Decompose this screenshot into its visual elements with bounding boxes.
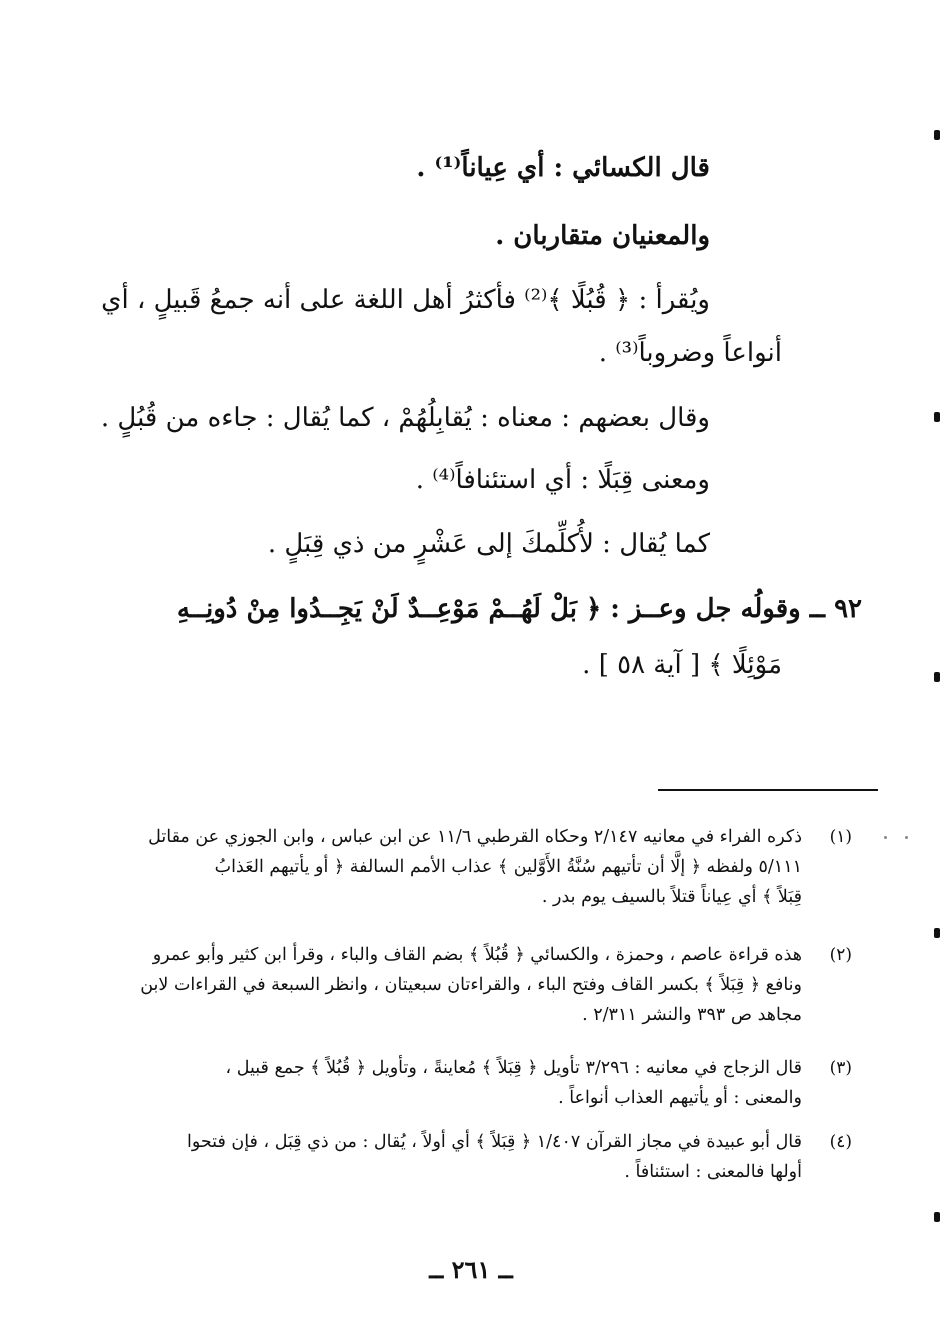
- footnote-separator: [658, 789, 878, 791]
- footnote-body: [110, 822, 802, 912]
- scan-speck: [884, 836, 887, 839]
- footnote-2: [110, 940, 852, 1030]
- footnote-3: [110, 1053, 852, 1113]
- main-line-6: ومعنى قِبَلًا : أي استئنافاً⁽⁴⁾ .: [415, 465, 710, 495]
- main-line-1: قال الكسائي : أي عِياناً⁽¹⁾ .: [416, 153, 710, 183]
- footnote-line: قِبَلاً ﴾ أي عِياناً قتلاً بالسيف يوم بدر .: [541, 887, 802, 907]
- footnote-body: [110, 1127, 802, 1187]
- footnote-body: [110, 940, 802, 1030]
- main-line-4: أنواعاً وضروباً⁽³⁾ .: [598, 338, 782, 368]
- footnote-line: ذكره الفراء في معانيه ٢/١٤٧ وحكاه القرطبي ١١/٦ عن ابن عباس ، وابن الجوزي عن مقاتل: [148, 827, 802, 847]
- footnote-4: [110, 1127, 852, 1187]
- scan-mark: [934, 928, 940, 938]
- main-line-3: ويُقرأ : ﴿ قُبُلًا ﴾⁽²⁾ فأكثرُ أهل اللغة على أنه جمعُ قَبيلٍ ، أي: [101, 285, 710, 315]
- footnote-line: قال أبو عبيدة في مجاز القرآن ١/٤٠٧ ﴿ قِبَلاً ﴾ أي أولاً ، يُقال : من ذي قِبَل ، فإن فتحوا: [186, 1132, 802, 1152]
- page-number: ــ ٢٦١ ــ: [429, 1255, 513, 1284]
- scan-mark: [934, 672, 940, 682]
- footnote-body: [110, 1053, 802, 1113]
- footnote-line: ونافع ﴿ قِبَلاً ﴾ بكسر القاف وفتح الباء ، والقراءتان سبعيتان ، وانظر السبعة في القراءات لابن: [140, 975, 802, 995]
- footnote-line: قال الزجاج في معانيه : ٣/٢٩٦ تأويل ﴿ قِبَلاً ﴾ مُعاينةً ، وتأويل ﴿ قُبُلاً ﴾ جمع قبيل ،: [225, 1058, 802, 1078]
- main-line-2: والمعنيان متقاربان .: [495, 221, 710, 251]
- footnote-line: أولها فالمعنى : استئنافاً .: [624, 1162, 802, 1182]
- footnote-line: مجاهد ص ٣٩٣ والنشر ٢/٣١١ .: [582, 1005, 802, 1025]
- scan-mark: [934, 1212, 940, 1222]
- footnote-line: هذه قراءة عاصم ، وحمزة ، والكسائي ﴿ قُبُلاً ﴾ بضم القاف والباء ، وقرأ ابن كثير وأبو عمرو: [152, 945, 802, 965]
- main-line-7: كما يُقال : لأُكلِّمكَ إلى عَشْرٍ من ذي قِبَلٍ .: [267, 529, 710, 559]
- footnote-line: ٥/١١١ ولفظه ﴿ إلَّا أن تأتيهم سُنَّةُ الأَوَّلين ﴾ عذاب الأمم السالفة ﴿ أو يأتيهم العَذابُ: [214, 857, 802, 877]
- verse-line-92-cont: مَوْئِلًا ﴾ [ آية ٥٨ ] .: [582, 650, 782, 680]
- footnote-1: [110, 822, 852, 912]
- scan-mark: [934, 130, 940, 140]
- main-line-5: وقال بعضهم : معناه : يُقابِلُهُمْ ، كما يُقال : جاءه من قُبُلٍ .: [100, 403, 710, 433]
- footnote-number: (٣): [829, 1058, 852, 1078]
- scan-mark: [934, 412, 940, 422]
- verse-line-92: ٩٢ ــ وقولُه جل وعــز : ﴿ بَلْ لَهُــمْ مَوْعِــدٌ لَنْ يَجِــدُوا مِنْ دُونِــهِ: [176, 594, 862, 624]
- footnote-number: (٢): [829, 945, 852, 965]
- footnote-line: والمعنى : أو يأتيهم العذاب أنواعاً .: [558, 1088, 802, 1108]
- scan-speck: [905, 836, 908, 839]
- footnote-number: (١): [829, 827, 852, 847]
- footnote-number: (٤): [829, 1132, 852, 1152]
